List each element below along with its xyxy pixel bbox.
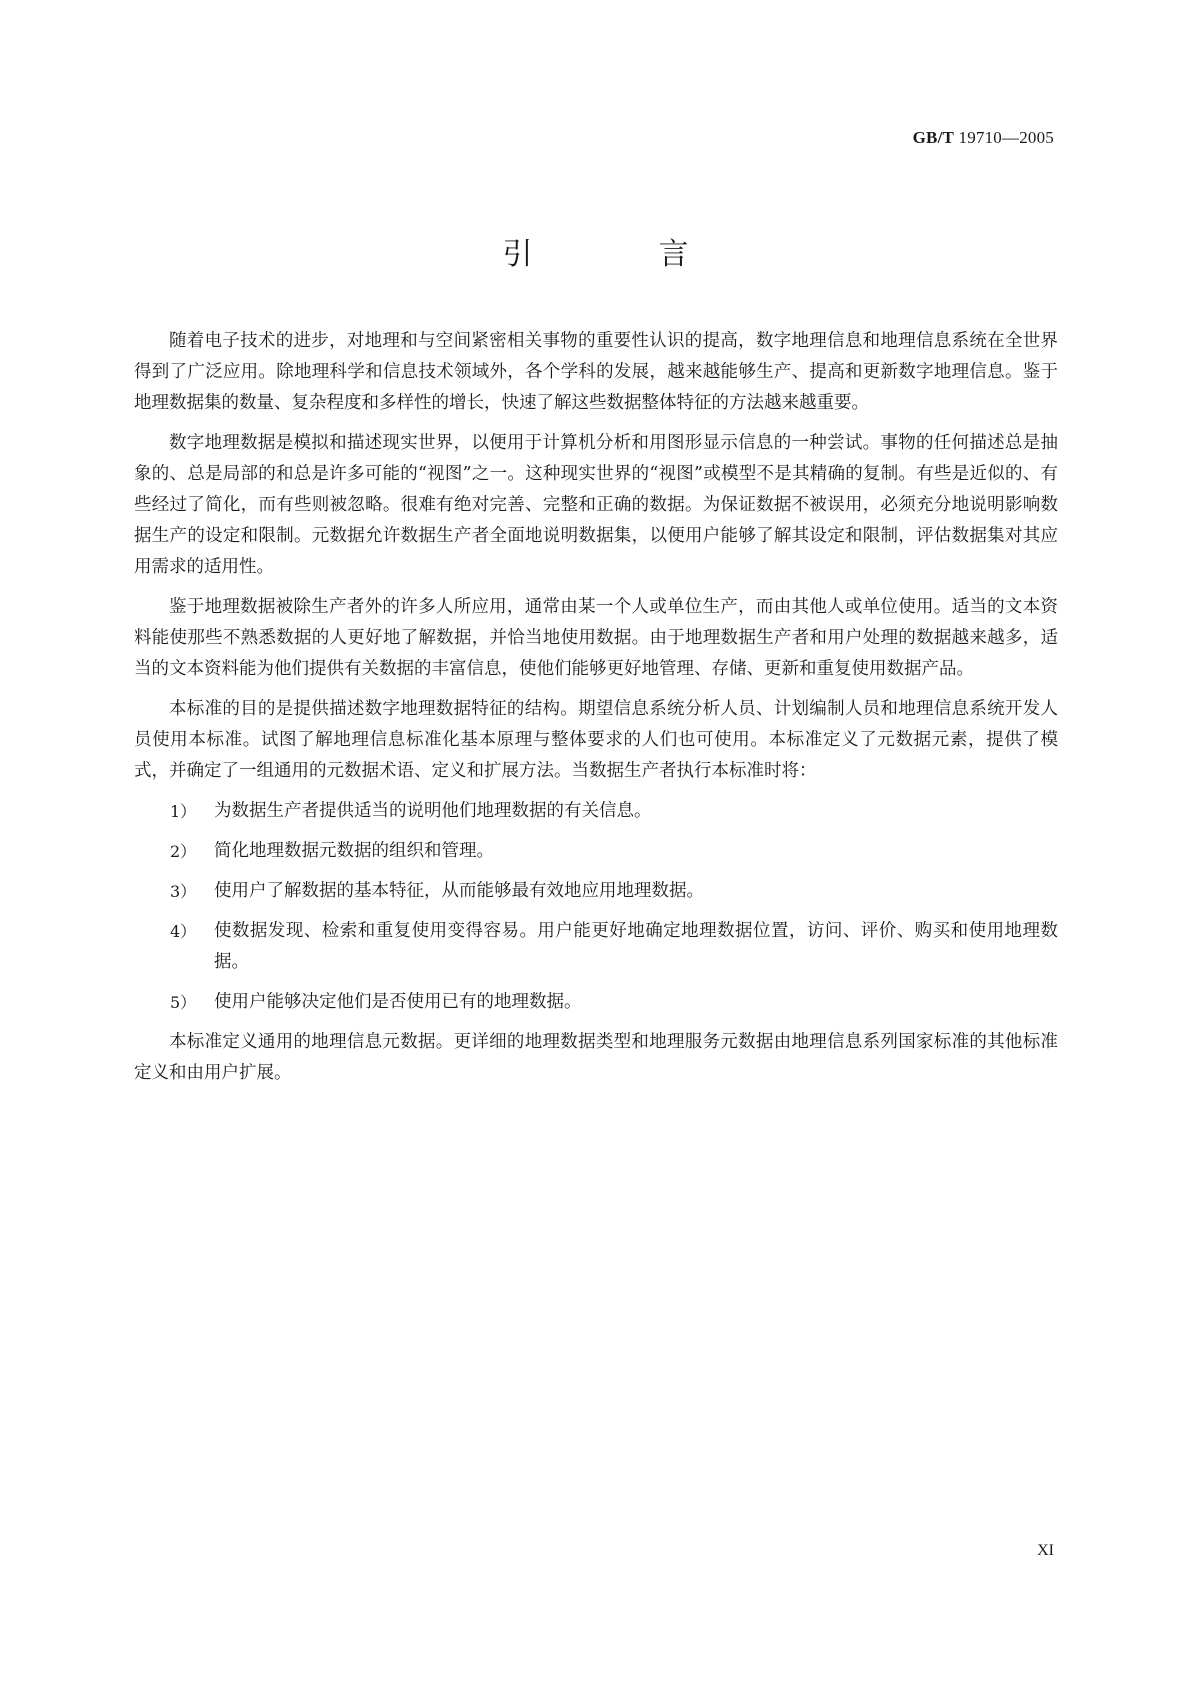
list-item-number: 5） <box>170 993 197 1012</box>
list-item-text: 使用户了解数据的基本特征，从而能够最有效地应用地理数据。 <box>214 881 704 901</box>
list-item-number: 3） <box>170 882 197 901</box>
standard-number: 19710—2005 <box>958 128 1054 147</box>
paragraph-1: 随着电子技术的进步，对地理和与空间紧密相关事物的重要性认识的提高，数字地理信息和地理信息系统在全世界得到了广泛应用。除地理科学和信息技术领域外，各个学科的发展，越来越能够生产、提高和更新数字地理信息。鉴于地理数据集的数量、复杂程度和多样性的增长，快速了解这些数据整体特征的方法越来越重要。 <box>134 331 1058 413</box>
list-item-number: 4） <box>170 922 197 941</box>
paragraph-3: 鉴于地理数据被除生产者外的许多人所应用，通常由某一个人或单位生产，而由其他人或单位使用。适当的文本资料能使那些不熟悉数据的人更好地了解数据，并恰当地使用数据。由于地理数据生产者和用户处理的数据越来越多，适当的文本资料能为他们提供有关数据的丰富信息，使他们能够更好地管理、存储、更新和重复使用数据产品。 <box>134 597 1058 679</box>
list-item-text: 简化地理数据元数据的组织和管理。 <box>214 841 494 861</box>
list-item-text: 为数据生产者提供适当的说明他们地理数据的有关信息。 <box>214 801 652 821</box>
page-number: XI <box>1037 1542 1054 1559</box>
page-title: 引 言 <box>502 237 737 272</box>
list-item <box>134 916 1058 978</box>
list-item <box>134 836 1058 867</box>
paragraph-4: 本标准的目的是提供描述数字地理数据特征的结构。期望信息系统分析人员、计划编制人员和地理信息系统开发人员使用本标准。试图了解地理信息标准化基本原理与整体要求的人们也可使用。本标准定义了元数据元素，提供了模式，并确定了一组通用的元数据术语、定义和扩展方法。当数据生产者执行本标准时将： <box>134 699 1058 781</box>
list-item-text: 使数据发现、检索和重复使用变得容易。用户能更好地确定地理数据位置，访问、评价、购买和使用地理数据。 <box>214 921 1058 972</box>
list-item <box>134 876 1058 907</box>
standard-prefix: GB/T <box>912 128 955 147</box>
document-body <box>134 326 1058 1098</box>
list-item <box>134 796 1058 827</box>
paragraph-2: 数字地理数据是模拟和描述现实世界，以便用于计算机分析和用图形显示信息的一种尝试。事物的任何描述总是抽象的、总是局部的和总是许多可能的“视图”之一。这种现实世界的“视图”或模型不是其精确的复制。有些是近似的、有些经过了简化，而有些则被忽略。很难有绝对完善、完整和正确的数据。为保证数据不被误用，必须充分地说明影响数据生产的设定和限制。元数据允许数据生产者全面地说明数据集，以便用户能够了解其设定和限制，评估数据集对其应用需求的适用性。 <box>134 433 1058 577</box>
list-item-number: 2） <box>170 842 197 861</box>
list-item <box>134 987 1058 1018</box>
list-item-text: 使用户能够决定他们是否使用已有的地理数据。 <box>214 992 582 1012</box>
standard-code <box>913 128 1054 148</box>
list-item-number: 1） <box>170 802 197 821</box>
closing-paragraph: 本标准定义通用的地理信息元数据。更详细的地理数据类型和地理服务元数据由地理信息系列国家标准的其他标准定义和由用户扩展。 <box>134 1032 1058 1083</box>
